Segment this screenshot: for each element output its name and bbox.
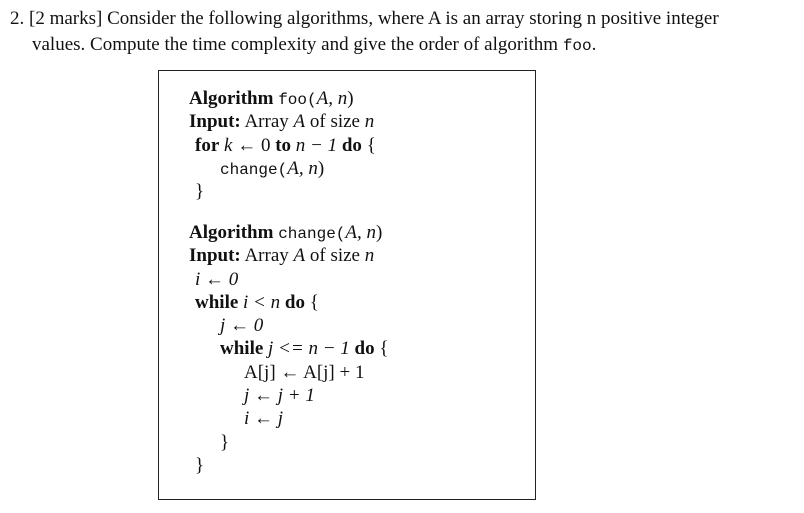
algorithm-box	[158, 70, 536, 500]
change-inner-while	[189, 337, 388, 360]
input-var-n: n	[364, 111, 375, 133]
change-call: change(	[220, 160, 288, 179]
question-marks: [2 marks]	[29, 8, 103, 29]
change-outer-close	[189, 454, 388, 477]
for-start: 0	[260, 134, 271, 156]
keyword-to: to	[275, 134, 292, 156]
foo-close-brace	[189, 180, 376, 203]
change-inner-close	[189, 431, 388, 454]
input-text-size: of size	[309, 111, 360, 133]
for-var-k: k	[224, 134, 233, 156]
change-assign-i	[189, 407, 388, 430]
input-text-size: of size	[309, 245, 360, 267]
open-brace: {	[366, 134, 376, 156]
close-brace: }	[195, 454, 205, 476]
change-init-j	[189, 314, 388, 337]
assign-a: A[j] ← A[j] + 1	[244, 361, 365, 383]
change-close-paren: )	[376, 222, 383, 243]
incr-j: j ← j + 1	[244, 385, 315, 407]
foo-body-call	[189, 157, 376, 180]
question-line-1	[10, 6, 800, 32]
change-input	[189, 244, 388, 267]
foo-header	[189, 87, 376, 110]
assign-i: i ← j	[244, 408, 284, 430]
assign-arrow: ←	[237, 134, 257, 156]
close-brace: }	[195, 181, 205, 203]
question-end-punct: .	[591, 34, 597, 55]
open-brace: {	[379, 338, 389, 360]
change-header	[189, 221, 388, 244]
question-number: 2.	[10, 8, 25, 29]
question-line-2	[10, 32, 800, 59]
change-incr-j	[189, 384, 388, 407]
question-text-part1: Consider the following algorithms, where A is an array storing n positive integer	[107, 8, 719, 29]
keyword-input: Input:	[189, 111, 241, 133]
input-text: Array	[244, 245, 289, 267]
keyword-algorithm: Algorithm	[189, 222, 274, 243]
keyword-do: do	[284, 291, 305, 313]
foo-for-loop	[189, 134, 376, 157]
for-end: n − 1	[295, 134, 338, 156]
keyword-algorithm: Algorithm	[189, 88, 274, 109]
input-var-a: A	[293, 245, 306, 267]
close-brace: }	[220, 431, 230, 453]
keyword-while: while	[220, 338, 264, 360]
foo-name: foo(	[278, 91, 317, 109]
keyword-while: while	[195, 291, 239, 313]
open-brace: {	[309, 291, 319, 313]
change-assign-a	[189, 361, 388, 384]
question-text	[10, 6, 800, 59]
inner-while-cond: j <= n − 1	[268, 338, 350, 360]
change-init-i	[189, 268, 388, 291]
algorithm-change	[189, 221, 388, 477]
init-j: j ← 0	[220, 315, 264, 337]
while-cond: i < n	[243, 291, 281, 313]
foo-close-paren: )	[347, 88, 354, 109]
change-name: change(	[278, 225, 346, 243]
foo-args: A, n	[316, 88, 348, 109]
question-text-part2: values. Compute the time complexity and give the order of algorithm	[32, 34, 559, 55]
change-args: A, n	[345, 222, 377, 243]
init-i: i ← 0	[195, 268, 239, 290]
keyword-input: Input:	[189, 245, 241, 267]
input-var-n: n	[364, 245, 375, 267]
input-var-a: A	[293, 111, 306, 133]
change-call-args: A, n	[287, 157, 318, 179]
keyword-do: do	[341, 134, 362, 156]
algorithm-foo	[189, 87, 376, 203]
question-func-name: foo	[562, 37, 592, 55]
keyword-for: for	[195, 134, 220, 156]
change-outer-while	[189, 291, 388, 314]
foo-input	[189, 110, 376, 133]
change-call-close: )	[317, 157, 325, 179]
keyword-do: do	[354, 338, 375, 360]
input-text: Array	[244, 111, 289, 133]
